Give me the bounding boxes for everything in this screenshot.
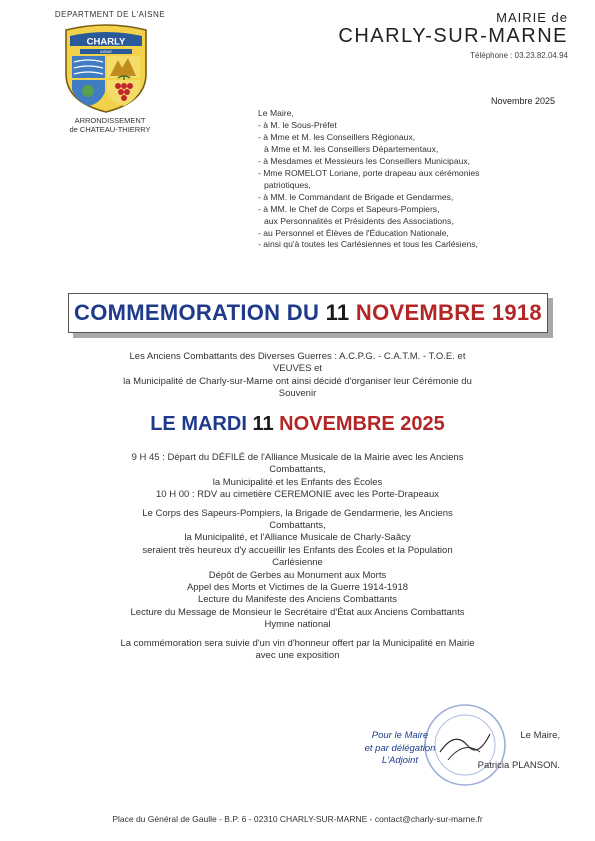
addressee-list [258,108,568,251]
program-line: la Municipalité et les Enfants des Écoles [212,476,383,488]
intro-line: Les Anciens Combattants des Diverses Guerres : A.C.P.G. - C.A.T.M. - T.O.E. et [129,351,466,362]
program-line: seraient très heureux d'y accueillir les Enfants des Écoles et la Population [142,544,453,556]
addressee-line: - à MM. le Chef de Corps et Sapeurs-Pompiers, [258,203,440,214]
addressee-line: - à Mme et M. les Conseillers Régionaux, [258,131,416,142]
arrondissement-line-2: de CHATEAU-THIERRY [69,125,151,134]
signature-delegation [345,730,455,768]
program-line: 10 H 00 : RDV au cimetière CEREMONIE avec les Porte-Drapeaux [156,489,439,501]
addressee-line: - au Personnel et Élèves de l'Éducation Nationale, [258,227,449,238]
program-line: Dépôt de Gerbes au Monument aux Morts [208,569,387,581]
intro-line: la Municipalité de Charly-sur-Marne ont ainsi décidé d'organiser leur Cérémonie du [123,375,472,387]
banner-word-du: DU [286,300,320,325]
adjoint-label: L'Adjoint [381,755,419,766]
event-date-month: NOVEMBRE [279,413,395,435]
banner-word-year: 1918 [491,300,542,325]
crest-subtitle: AISNE [99,49,113,54]
par-delegation: et par délégation [364,742,436,754]
addressee-line: patriotiques, [264,179,311,190]
program-line: Carlésienne [272,557,323,569]
program-section [40,452,555,663]
program-line: Le Corps des Sapeurs-Pompiers, la Brigade de Gendarmerie, les Anciens [142,507,453,519]
addressee-line: - ainsi qu'à toutes les Carlésiennes et tous les Carlésiens, [258,239,478,250]
program-line: avec une exposition [255,650,340,662]
program-line: 9 H 45 : Départ du DÉFILÉ de l'Alliance Musicale de la Mairie avec les Anciens [131,452,464,463]
intro-paragraph [40,351,555,401]
program-line: Lecture du Manifeste des Anciens Combattants [197,594,398,606]
program-line: Appel des Morts et Victimes de la Guerre 1914-1918 [186,582,409,594]
addressee-line: Le Maire, [258,108,294,118]
event-date-mardi: MARDI [181,413,247,435]
addressee-line: aux Personnalités et Présidents des Associations, [264,215,454,226]
mayor-name: Patricia PLANSON. [477,760,560,771]
program-line: Hymne national [264,619,331,631]
footer-address: Place du Général de Gaulle - B.P. 6 - 02310 CHARLY-SUR-MARNE - contact@charly-sur-marne.fr [112,814,483,824]
intro-line: Souvenir [278,388,317,400]
program-line: Lecture du Message de Monsieur le Secrétaire d'État aux Anciens Combattants [130,606,465,618]
banner-word-novembre: NOVEMBRE [355,300,486,325]
event-date-heading [40,413,555,436]
banner-title [74,300,542,326]
department-label: DEPARTMENT DE L'AISNE [54,10,166,19]
crest-title: CHARLY [86,36,126,48]
banner-word-number: 11 [325,300,350,325]
intro-line: VEUVES et [272,363,323,375]
addressee-line: à Mme et M. les Conseillers Départementaux, [264,143,439,154]
arrondissement-line-1: ARRONDISSEMENT [74,116,146,125]
addressee-line: - à Mesdames et Messieurs les Conseillers Municipaux, [258,155,471,166]
addressee-line: - à M. le Sous-Préfet [258,119,337,130]
program-line: Combattants, [269,464,326,476]
event-date-year: 2025 [400,413,445,435]
telephone-line: Téléphone : 03.23.82.04.94 [470,51,568,60]
event-date-day: 11 [252,413,274,435]
event-date-le: LE [150,413,176,435]
commemoration-banner [68,293,548,333]
addressee-line: - Mme ROMELOT Loriane, porte drapeau aux cérémonies [258,167,480,178]
town-crest-logo [60,22,152,114]
le-maire-label: Le Maire, [520,730,560,741]
program-line: la Municipalité, et l'Alliance Musicale de Charly-Saâcy [184,532,411,544]
letter-date: Novembre 2025 [490,96,555,106]
banner-word-commemoration: COMMEMORATION [74,300,281,325]
mairie-heading: MAIRIE de [496,10,568,25]
pour-le-maire: Pour le Maire [371,730,429,741]
addressee-line: - à MM. le Commandant de Brigade et Gendarmes, [258,191,454,202]
arrondissement-label [40,116,180,134]
program-line: Combattants, [269,520,326,532]
program-line: La commémoration sera suivie d'un vin d'honneur offert par la Municipalité en Mairie [120,637,475,649]
town-name: CHARLY-SUR-MARNE [338,25,568,47]
